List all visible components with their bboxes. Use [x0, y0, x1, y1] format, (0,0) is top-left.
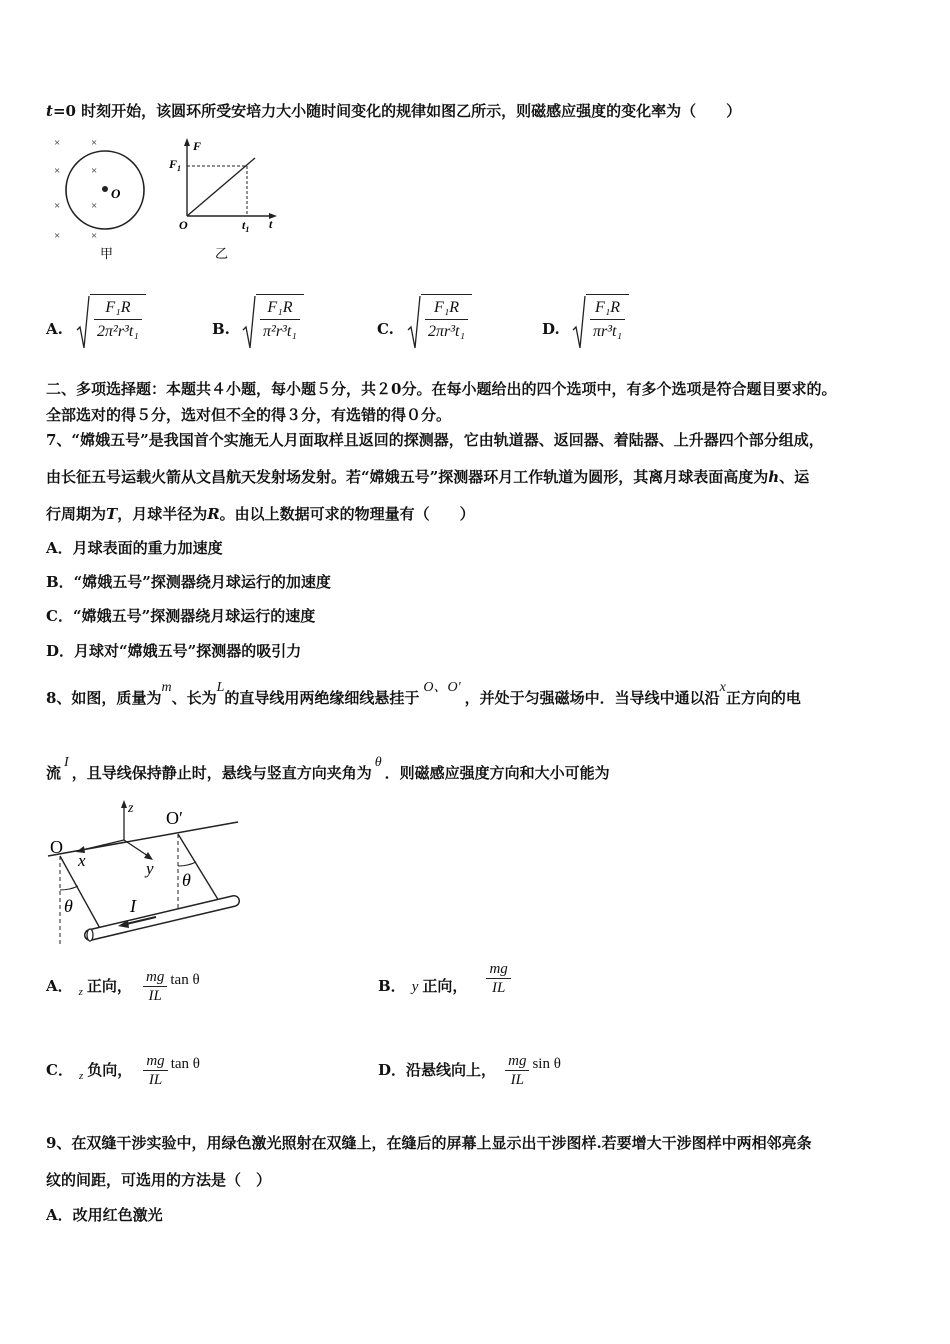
q8-option-b[interactable]: B． y 正向， $\frac{mg}{IL}$ — [378, 968, 511, 1005]
label-current-I: I — [130, 896, 136, 916]
section2-line2: 全部选对的得５分，选对但不全的得３分，有选错的得０分。 — [46, 406, 452, 424]
q7-line2: 由长征五号运载火箭从文昌航天发射场发射。若“嫦娥五号”探测器环月工作轨道为圆形，其离月球表面高度为h、运 — [46, 468, 810, 486]
fraction: $\frac{mg}{IL}$ — [143, 968, 167, 1005]
option-label: A. — [46, 320, 63, 338]
q8-option-c[interactable]: C． $_z$ 负向， $\frac{mg}{IL}$ tan θ — [46, 1053, 200, 1088]
fraction: $\frac{mg}{IL}$ — [143, 1052, 167, 1089]
wire-rod — [87, 901, 234, 941]
x-tick-label: $t_1$ — [242, 218, 250, 234]
label-O: O — [50, 837, 63, 857]
label-theta-left: θ — [64, 896, 73, 916]
q7-option-b[interactable]: B．“嫦娥五号”探测器绕月球运行的加速度 — [46, 573, 331, 591]
y-tick-label: $F_1$ — [169, 157, 182, 173]
option-label: C. — [377, 320, 394, 338]
fig-yi-caption: 乙 — [215, 246, 229, 260]
fraction: $\frac{mg}{IL}$ — [505, 1052, 529, 1089]
radical-sign — [76, 294, 90, 352]
section2-line1: 二、多项选择题：本题共４小题，每小题５分，共２0分。在每小题给出的四个选项中，有多个选项是符合题目要求的。 — [46, 380, 837, 398]
q8-line1: 8、如图，质量为m、长为L的直导线用两绝缘细线悬挂于O、O'，并处于匀强磁场中．当导线中通以沿x正方向的电 — [46, 680, 801, 707]
q7-line1: 7、“嫦娥五号”是我国首个实施无人月面取样且返回的探测器，它由轨道器、返回器、着陆器、上升器四个部分组成， — [46, 431, 824, 449]
q7-option-c[interactable]: C．“嫦娥五号”探测器绕月球运行的速度 — [46, 607, 316, 625]
cross-mark: × — [91, 137, 98, 149]
q8-figure — [44, 798, 244, 950]
label-y: y — [146, 859, 154, 878]
label-x: x — [78, 851, 86, 870]
option-label: B. — [212, 320, 230, 338]
numerator: F₁R — [425, 297, 468, 320]
fraction — [256, 294, 304, 352]
y-axis-label: F — [193, 139, 202, 153]
fig-jia-caption: 甲 — [100, 246, 114, 260]
q8-option-a[interactable]: A． $_z$ 正向， $\frac{mg}{IL}$ tan θ — [46, 969, 200, 1004]
option-label: D. — [542, 320, 560, 338]
cross-mark: × — [54, 137, 61, 149]
fig-jia-center-label: O — [111, 186, 121, 201]
numerator: F₁R — [590, 297, 625, 320]
cross-mark: × — [54, 200, 61, 212]
q6-stem: t=0 时刻开始，该圆环所受安培力大小随时间变化的规律如图乙所示，则磁感应强度的变化率为（ ） — [46, 102, 742, 120]
q8-option-d[interactable]: D．沿悬线向上， $\frac{mg}{IL}$ sin θ — [378, 1053, 561, 1088]
fraction — [586, 294, 629, 352]
cross-mark: × — [54, 165, 61, 177]
x-axis-label: t — [269, 217, 273, 231]
denominator: 2πr³t₁ — [428, 323, 466, 340]
fraction — [90, 294, 146, 352]
q6-options — [46, 294, 686, 352]
q7-option-d[interactable]: D．月球对“嫦娥五号”探测器的吸引力 — [46, 642, 302, 660]
label-theta-right: θ — [182, 870, 191, 890]
cross-mark: × — [91, 230, 98, 242]
q9-line2: 纹的间距，可选用的方法是（ ） — [46, 1171, 272, 1189]
denominator: π²r³t₁ — [263, 323, 297, 340]
denominator: πr³t₁ — [593, 323, 623, 340]
q9-line1: 9、在双缝干涉实验中，用绿色激光照射在双缝上，在缝后的屏幕上显示出干涉图样.若要增大干涉图样中两相邻亮条 — [46, 1134, 812, 1152]
q8-line2: 流I，且导线保持静止时，悬线与竖直方向夹角为θ．则磁感应强度方向和大小可能为 — [46, 755, 610, 782]
cross-mark: × — [54, 230, 61, 242]
cross-mark: × — [91, 165, 98, 177]
label-O-prime: O′ — [166, 808, 183, 828]
fraction: $\frac{mg}{IL}$ — [486, 960, 510, 997]
q9-option-a[interactable]: A．改用红色激光 — [46, 1206, 163, 1224]
radical-sign — [572, 294, 586, 352]
q7-option-a[interactable]: A．月球表面的重力加速度 — [46, 539, 223, 557]
q7-line3: 行周期为T，月球半径为R。由以上数据可求的物理量有（ ） — [46, 505, 475, 523]
numerator: F₁R — [94, 297, 142, 320]
label-z: z — [128, 801, 134, 816]
cross-mark: × — [91, 200, 98, 212]
fraction — [421, 294, 472, 352]
radical-sign — [407, 294, 421, 352]
radical-sign — [242, 294, 256, 352]
origin-label: O — [179, 218, 188, 232]
denominator: 2π²r³t₁ — [97, 323, 139, 340]
figure-yi — [165, 136, 285, 260]
numerator: F₁R — [260, 297, 300, 320]
figure-jia — [48, 136, 158, 260]
